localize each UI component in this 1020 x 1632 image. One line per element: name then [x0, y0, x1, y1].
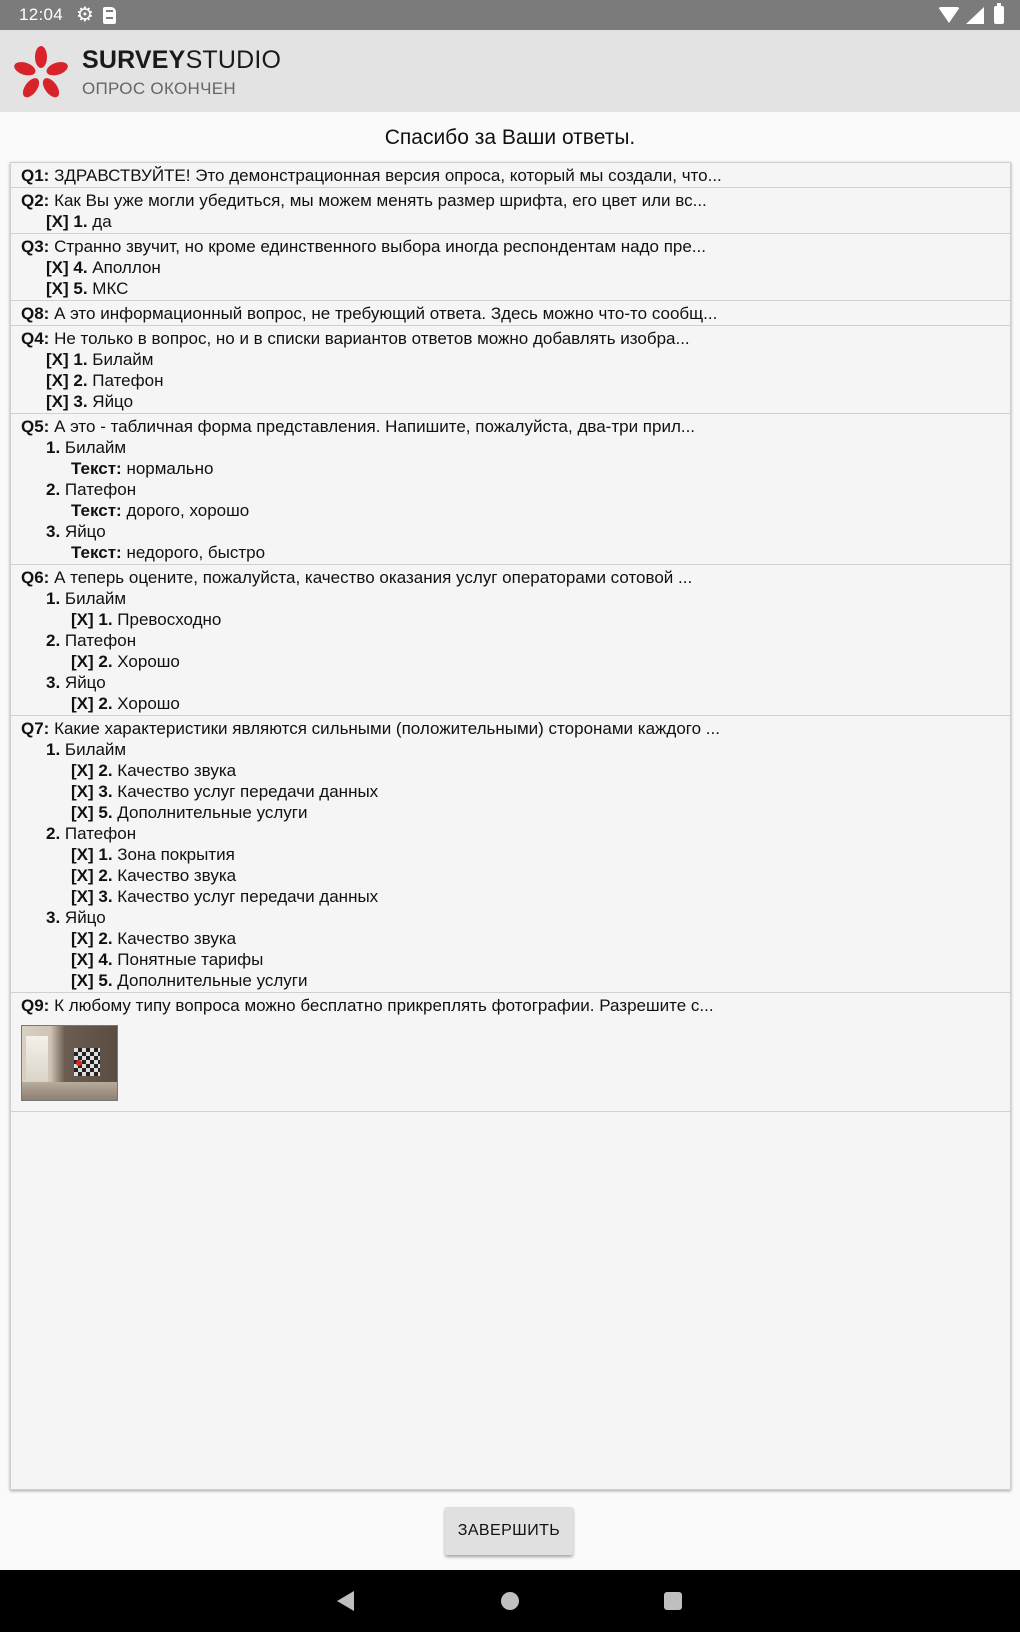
table-row-label — [21, 739, 1010, 760]
row-answer-item-text: Превосходно — [112, 610, 222, 629]
question-title-text: Как Вы уже могли убедиться, мы можем менять размер шрифта, его цвет или вс... — [49, 191, 707, 210]
attached-photo-thumbnail[interactable] — [21, 1025, 118, 1101]
row-answer-item-marker: Текст: — [71, 459, 122, 478]
row-answer-item-text: Понятные тарифы — [112, 950, 264, 969]
table-row-label-marker: 2. — [46, 824, 61, 843]
question-block[interactable] — [11, 565, 1010, 716]
table-row-label-text: Патефон — [60, 480, 137, 499]
row-answer-item-marker: Текст: — [71, 543, 122, 562]
answer-item-marker: [X] 4. — [46, 258, 88, 277]
status-bar — [0, 0, 1020, 30]
row-answer-item — [21, 500, 1010, 521]
question-title-text: Не только в вопрос, но и в списки вариантов ответов можно добавлять изобра... — [49, 329, 690, 348]
question-title-marker: Q5: — [21, 417, 50, 436]
table-row-label — [21, 521, 1010, 542]
row-answer-item — [21, 865, 1010, 886]
row-answer-item-text: Качество звука — [112, 929, 237, 948]
table-row-label-text: Яйцо — [60, 522, 106, 541]
row-answer-item — [21, 928, 1010, 949]
row-answer-item — [21, 651, 1010, 672]
row-answer-item — [21, 949, 1010, 970]
answer-item-text: МКС — [87, 279, 129, 298]
row-answer-item-marker: [X] 2. — [71, 866, 113, 885]
question-title-text: Странно звучит, но кроме единственного выбора иногда респондентам надо пре... — [49, 237, 706, 256]
question-title-marker: Q6: — [21, 568, 50, 587]
row-answer-item-text: Качество звука — [112, 866, 237, 885]
answer-item-text: Яйцо — [87, 392, 134, 411]
row-answer-item-text: Зона покрытия — [112, 845, 235, 864]
table-row-label — [21, 907, 1010, 928]
row-answer-item-text: Качество звука — [112, 761, 237, 780]
row-answer-item-marker: [X] 3. — [71, 887, 113, 906]
table-row-label-marker: 3. — [46, 673, 61, 692]
question-block[interactable] — [11, 234, 1010, 301]
app-title: SURVEYSTUDIO — [82, 46, 282, 74]
question-title-text: А это - табличная форма представления. Напишите, пожалуйста, два-три прил... — [49, 417, 696, 436]
answer-item — [21, 391, 1010, 412]
question-title — [21, 567, 1010, 588]
gear-icon: ⚙ — [76, 4, 94, 26]
status-icons — [938, 6, 1004, 24]
back-icon[interactable] — [337, 1591, 354, 1611]
question-title-text: А это информационный вопрос, не требующий ответа. Здесь можно что-то сообщ... — [49, 304, 718, 323]
answer-item-marker: [X] 5. — [46, 279, 88, 298]
question-title-marker: Q7: — [21, 719, 50, 738]
question-title-text: К любому типу вопроса можно бесплатно прикреплять фотографии. Разрешите с... — [49, 996, 714, 1015]
table-row-label-marker: 3. — [46, 908, 61, 927]
question-title-marker: Q1: — [21, 166, 50, 185]
survey-results-list[interactable] — [10, 162, 1011, 1490]
table-row-label-marker: 1. — [46, 589, 61, 608]
table-row-label-marker: 2. — [46, 480, 61, 499]
question-title — [21, 416, 1010, 437]
question-block[interactable] — [11, 163, 1010, 188]
row-answer-item-text: Качество услуг передачи данных — [112, 782, 379, 801]
row-answer-item-text: Хорошо — [112, 652, 180, 671]
row-answer-item — [21, 844, 1010, 865]
row-answer-item-marker: [X] 2. — [71, 929, 113, 948]
table-row-label-text: Билайм — [60, 740, 127, 759]
row-answer-item-text: недорого, быстро — [121, 543, 266, 562]
row-answer-item — [21, 781, 1010, 802]
answer-item — [21, 211, 1010, 232]
home-icon[interactable] — [501, 1592, 519, 1610]
row-answer-item-marker: [X] 2. — [71, 761, 113, 780]
table-row-label — [21, 588, 1010, 609]
row-answer-item — [21, 886, 1010, 907]
question-block[interactable] — [11, 188, 1010, 234]
answer-item — [21, 370, 1010, 391]
table-row-label-text: Патефон — [60, 631, 137, 650]
question-title — [21, 328, 1010, 349]
answer-item — [21, 278, 1010, 299]
app-subtitle: ОПРОС ОКОНЧЕН — [82, 79, 236, 98]
table-row-label — [21, 437, 1010, 458]
answer-item-marker: [X] 3. — [46, 392, 88, 411]
question-title-text: ЗДРАВСТВУЙТЕ! Это демонстрационная версия опроса, который мы создали, что... — [49, 166, 722, 185]
cell-signal-icon — [966, 7, 984, 24]
question-title-text: Какие характеристики являются сильными (положительными) сторонами каждого ... — [49, 719, 720, 738]
status-time: 12:04 — [19, 5, 64, 24]
question-title-marker: Q3: — [21, 237, 50, 256]
question-title — [21, 718, 1010, 739]
question-title-marker: Q2: — [21, 191, 50, 210]
table-row-label-marker: 1. — [46, 740, 61, 759]
answer-item-text: Патефон — [87, 371, 164, 390]
app-bar — [0, 30, 1020, 112]
row-answer-item-marker: [X] 2. — [71, 694, 113, 713]
row-answer-item-text: Дополнительные услуги — [112, 971, 308, 990]
row-answer-item-text: Дополнительные услуги — [112, 803, 308, 822]
row-answer-item-marker: [X] 5. — [71, 803, 113, 822]
app-logo-icon — [13, 44, 69, 100]
table-row-label — [21, 823, 1010, 844]
row-answer-item — [21, 542, 1010, 563]
question-title — [21, 995, 1010, 1016]
row-answer-item-marker: [X] 3. — [71, 782, 113, 801]
row-answer-item — [21, 802, 1010, 823]
row-answer-item — [21, 760, 1010, 781]
question-title — [21, 190, 1010, 211]
battery-icon — [994, 6, 1004, 24]
row-answer-item-marker: [X] 5. — [71, 971, 113, 990]
question-block[interactable] — [11, 993, 1010, 1112]
answer-item-marker: [X] 2. — [46, 371, 88, 390]
navigation-bar — [0, 1570, 1020, 1632]
table-row-label-text: Билайм — [60, 438, 127, 457]
row-answer-item — [21, 970, 1010, 991]
row-answer-item-text: Хорошо — [112, 694, 180, 713]
table-row-label-text: Билайм — [60, 589, 127, 608]
table-row-label-marker: 3. — [46, 522, 61, 541]
table-row-label-marker: 1. — [46, 438, 61, 457]
row-answer-item-marker: Текст: — [71, 501, 122, 520]
question-block[interactable] — [11, 301, 1010, 326]
row-answer-item — [21, 609, 1010, 630]
row-answer-item-marker: [X] 1. — [71, 610, 113, 629]
question-block[interactable] — [11, 716, 1010, 993]
question-title-marker: Q8: — [21, 304, 50, 323]
row-answer-item — [21, 458, 1010, 479]
sd-card-icon — [103, 7, 116, 24]
answer-item-text: Билайм — [87, 350, 154, 369]
row-answer-item-marker: [X] 1. — [71, 845, 113, 864]
row-answer-item-text: дорого, хорошо — [121, 501, 250, 520]
question-block[interactable] — [11, 326, 1010, 414]
row-answer-item-marker: [X] 2. — [71, 652, 113, 671]
row-answer-item-marker: [X] 4. — [71, 950, 113, 969]
table-row-label-text: Яйцо — [60, 908, 106, 927]
question-title-text: А теперь оцените, пожалуйста, качество оказания услуг операторами сотовой ... — [49, 568, 693, 587]
table-row-label — [21, 630, 1010, 651]
table-row-label — [21, 672, 1010, 693]
table-row-label-marker: 2. — [46, 631, 61, 650]
answer-item-text: Аполлон — [87, 258, 161, 277]
question-block[interactable] — [11, 414, 1010, 565]
question-title-marker: Q4: — [21, 329, 50, 348]
answer-item-text: да — [87, 212, 112, 231]
recents-icon[interactable] — [664, 1592, 682, 1610]
question-title-marker: Q9: — [21, 996, 50, 1015]
answer-item-marker: [X] 1. — [46, 212, 88, 231]
row-answer-item-text: нормально — [121, 459, 214, 478]
answer-item — [21, 349, 1010, 370]
question-title — [21, 303, 1010, 324]
question-title — [21, 236, 1010, 257]
answer-item — [21, 257, 1010, 278]
row-answer-item-text: Качество услуг передачи данных — [112, 887, 379, 906]
question-title — [21, 165, 1010, 186]
table-row-label-text: Яйцо — [60, 673, 106, 692]
table-row-label — [21, 479, 1010, 500]
row-answer-item — [21, 693, 1010, 714]
wifi-icon — [938, 7, 960, 23]
finish-button[interactable]: ЗАВЕРШИТЬ — [445, 1507, 573, 1555]
table-row-label-text: Патефон — [60, 824, 137, 843]
thanks-message: Спасибо за Ваши ответы. — [384, 126, 636, 149]
answer-item-marker: [X] 1. — [46, 350, 88, 369]
